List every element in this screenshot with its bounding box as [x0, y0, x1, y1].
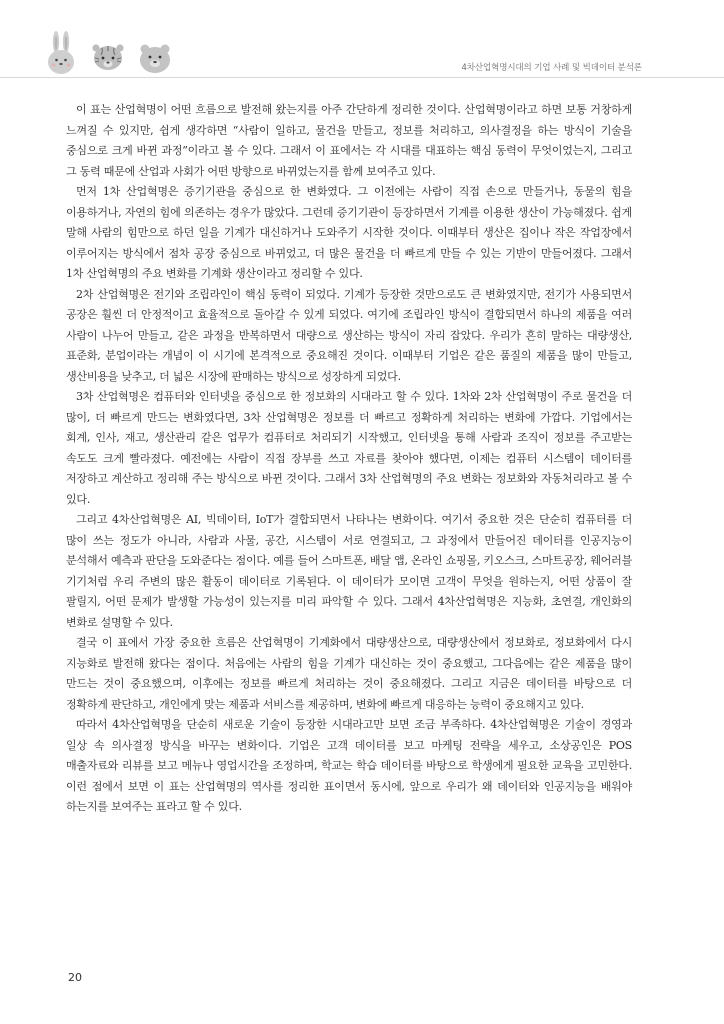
body-text: [66, 100, 632, 818]
paragraph: 그리고 4차산업혁명은 AI, 빅데이터, IoT가 결합되면서 나타나는 변화이다. 여기서 중요한 것은 단순히 컴퓨터를 더 많이 쓰는 정도가 아니라, 사람과 사물, 공간, 시스템이 서로 연결되고, 그 과정에서 만들어진 데이터를 인공지능이 분석해서 예측과 판단을 도와준다는 점이다. 예를 들어 스마트폰, 배달 앱, 온라인 쇼핑몰, 키오스크, 스마트공장, 웨어러블 기기처럼 우리 주변의 많은 활동이 데이터로 기록된다. 이 데이터가 모이면 고객이 무엇을 원하는지, 어떤 상품이 잘 팔릴지, 어떤 문제가 발생할 가능성이 있는지를 미리 파악할 수 있다. 그래서 4차산업혁명은 지능화, 초연결, 개인화의 변화로 설명할 수 있다.: [66, 513, 632, 629]
mascot-group: [44, 28, 174, 78]
page-header: [0, 0, 724, 80]
paragraph: 결국 이 표에서 가장 중요한 흐름은 산업혁명이 기계화에서 대량생산으로, 대량생산에서 정보화로, 정보화에서 다시 지능화로 발전해 왔다는 점이다. 처음에는 사람의 힘을 기계가 대신하는 것이 중요했고, 그다음에는 같은 제품을 많이 만드는 것이 중요했으며, 이후에는 정보를 빠르게 처리하는 것이 중요해졌다. 그리고 지금은 데이터를 바탕으로 더 정확하게 판단하고, 개인에게 맞는 제품과 서비스를 제공하며, 변화에 빠르게 대응하는 능력이 중요해지고 있다.: [66, 636, 632, 711]
paragraph: 이 표는 산업혁명이 어떤 흐름으로 발전해 왔는지를 아주 간단하게 정리한 것이다. 산업혁명이라고 하면 보통 거창하게 느껴질 수 있지만, 쉽게 생각하면 “사람이 일하고, 물건을 만들고, 정보를 처리하고, 의사결정을 하는 방식이 기술을 중심으로 크게 바뀐 과정”이라고 볼 수 있다. 그래서 이 표에서는 각 시대를 대표하는 핵심 동력이 무엇이었는지, 그리고 그 동력 때문에 산업과 사회가 어떤 방향으로 바뀌었는지를 함께 보여주고 있다.: [66, 103, 632, 178]
tiger-icon: [92, 44, 123, 70]
paragraph: 먼저 1차 산업혁명은 증기기관을 중심으로 한 변화였다. 그 이전에는 사람이 직접 손으로 만들거나, 동물의 힘을 이용하거나, 자연의 힘에 의존하는 경우가 많았다. 그런데 증기기관이 등장하면서 기계를 이용한 생산이 가능해졌다. 쉽게 말해 사람의 힘만으로 하던 일을 기계가 대신하거나 도와주기 시작한 것이다. 이때부터 생산은 집이나 작은 작업장에서 이루어지는 방식에서 점차 공장 중심으로 바뀌었고, 더 많은 물건을 더 빠르게 만들 수 있는 기반이 만들어졌다. 그래서 1차 산업혁명의 주요 변화를 기계화 생산이라고 정리할 수 있다.: [66, 185, 632, 280]
running-header-title: 4차산업혁명시대의 기업 사례 및 빅데이터 분석론: [461, 63, 642, 73]
paragraph: 2차 산업혁명은 전기와 조립라인이 핵심 동력이 되었다. 기계가 등장한 것만으로도 큰 변화였지만, 전기가 사용되면서 공장은 훨씬 더 안정적이고 효율적으로 돌아갈 수 있게 되었다. 여기에 조립라인 방식이 결합되면서 하나의 제품을 여러 사람이 나누어 만들고, 같은 과정을 반복하면서 대량으로 생산하는 방식이 자리 잡았다. 우리가 흔히 말하는 대량생산, 표준화, 분업이라는 개념이 이 시기에 본격적으로 중요해진 것이다. 이때부터 기업은 같은 품질의 제품을 많이 만들고, 생산비용을 낮추고, 더 넓은 시장에 판매하는 방식으로 성장하게 되었다.: [66, 287, 632, 383]
header-divider: [0, 77, 724, 78]
page-number: 20: [68, 971, 82, 984]
paragraph: 따라서 4차산업혁명을 단순히 새로운 기술이 등장한 시대라고만 보면 조금 부족하다. 4차산업혁명은 기술이 경영과 일상 속 의사결정 방식을 바꾸는 변화이다. 기업은 고객 데이터를 보고 마케팅 전략을 세우고, 소상공인은 POS 매출자료와 리뷰를 보고 메뉴나 영업시간을 조정하며, 학교는 학습 데이터를 바탕으로 학생에게 필요한 교육을 고민한다. 이런 점에서 보면 이 표는 산업혁명의 역사를 정리한 표이면서 동시에, 앞으로 우리가 왜 데이터와 인공지능을 배워야 하는지를 보여주는 표라고 할 수 있다.: [66, 718, 632, 813]
rabbit-icon: [48, 31, 74, 74]
bear-icon: [140, 45, 170, 74]
paragraph: 3차 산업혁명은 컴퓨터와 인터넷을 중심으로 한 정보화의 시대라고 할 수 있다. 1차와 2차 산업혁명이 주로 물건을 더 많이, 더 빠르게 만드는 변화였다면, 3차 산업혁명은 정보를 더 빠르고 정확하게 처리하는 변화에 가깝다. 기업에서는 회계, 인사, 재고, 생산관리 같은 업무가 컴퓨터로 처리되기 시작했고, 인터넷을 통해 사람과 조직이 정보를 주고받는 속도도 크게 빨라졌다. 예전에는 사람이 직접 장부를 쓰고 자료를 찾아야 했다면, 이제는 컴퓨터 시스템이 데이터를 저장하고 계산하고 정리해 주는 방식으로 바뀐 것이다. 그래서 3차 산업혁명의 주요 변화는 정보화와 자동처리라고 볼 수 있다.: [66, 390, 632, 506]
